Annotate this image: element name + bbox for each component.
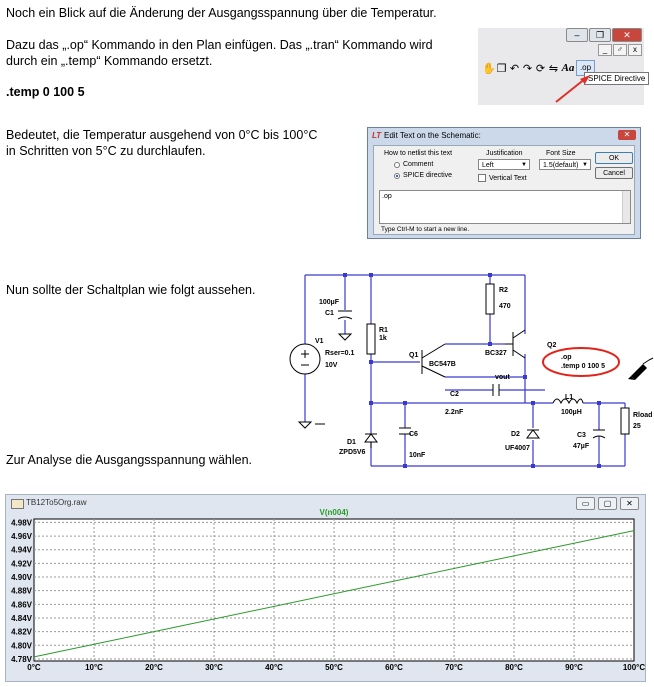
rotate-icon[interactable]: ⟳: [535, 62, 546, 75]
text-tool-icon[interactable]: Aa: [561, 62, 575, 74]
y-tick-label: 4.96V: [11, 532, 32, 542]
c6-name: C6: [409, 431, 418, 438]
justification-select[interactable]: Left ▼: [478, 159, 530, 170]
analysis-text: Zur Analyse die Ausgangsspannung wählen.: [6, 453, 253, 467]
minimize-icon[interactable]: –: [566, 28, 588, 42]
dialog-close-button[interactable]: ✕: [618, 130, 636, 140]
font-size-select[interactable]: 1.5(default) ▼: [539, 159, 591, 170]
rload-name: Rload: [633, 412, 653, 419]
probe-pen-icon: [628, 358, 653, 380]
l1-value: 100µH: [561, 409, 582, 416]
c3-value: 47µF: [573, 443, 590, 450]
textarea-scrollbar[interactable]: [622, 191, 630, 223]
x-tick-label: 30°C: [205, 663, 223, 672]
x-axis-ticks: [27, 663, 645, 672]
c2-name: C2: [450, 391, 459, 398]
q2-name: Q2: [547, 342, 557, 349]
v1-value: 10V: [325, 362, 338, 369]
x-tick-label: 70°C: [445, 663, 463, 672]
x-tick-label: 80°C: [505, 663, 523, 672]
dialog-title: Edit Text on the Schematic:: [384, 131, 481, 140]
dialog-client: [373, 145, 635, 235]
inner-minimize-icon[interactable]: _: [598, 44, 612, 56]
inner-close-icon[interactable]: x: [628, 44, 642, 56]
justification-label: Justification: [486, 150, 523, 157]
instruction-line-2: durch ein „.temp“ Kommando ersetzt.: [6, 54, 213, 68]
netlist-label: How to netlist this text: [384, 150, 453, 157]
d1-part: ZPD5V6: [339, 449, 366, 456]
v1-name: V1: [315, 338, 324, 345]
d1-name: D1: [347, 439, 356, 446]
directive-temp: .temp 0 100 5: [561, 363, 605, 370]
red-arrow: [548, 72, 598, 106]
v1-rser: Rser=0.1: [325, 350, 355, 357]
waveform-maximize-icon[interactable]: ▢: [598, 497, 617, 510]
redo-icon[interactable]: ↷: [522, 62, 533, 75]
vertical-text-checkbox[interactable]: Vertical Text: [478, 174, 527, 182]
explanation-line-2: in Schritten von 5°C zu durchlaufen.: [6, 144, 206, 158]
q2-part: BC327: [485, 350, 507, 357]
schematic-intro-text: Nun sollte der Schaltplan wie folgt aussehen.: [6, 283, 256, 297]
c6-value: 10nF: [409, 452, 426, 459]
r2-value: 470: [499, 303, 511, 310]
y-tick-label: 4.84V: [11, 613, 32, 623]
trace-name[interactable]: V(n004): [319, 508, 349, 517]
cancel-button[interactable]: Cancel: [595, 167, 633, 179]
c1-name: C1: [325, 310, 334, 317]
r1-value: 1k: [379, 335, 387, 342]
maximize-icon[interactable]: ❐: [589, 28, 611, 42]
ok-button[interactable]: OK: [595, 152, 633, 164]
font-size-label: Font Size: [546, 150, 576, 157]
y-tick-label: 4.86V: [11, 600, 32, 610]
explanation-line-1: Bedeutet, die Temperatur ausgehend von 0°C bis 100°C: [6, 128, 318, 142]
schematic-diagram: [285, 262, 654, 472]
ltspice-logo-icon: LT: [372, 131, 382, 140]
y-tick-label: 4.98V: [11, 518, 32, 528]
y-tick-label: 4.78V: [11, 654, 32, 664]
x-tick-label: 100°C: [622, 663, 646, 672]
toolbar-screenshot: [478, 28, 644, 105]
c3-name: C3: [577, 432, 586, 439]
directive-textarea[interactable]: .op: [379, 190, 631, 224]
pan-hand-icon[interactable]: ✋: [482, 62, 496, 75]
y-tick-label: 4.88V: [11, 586, 32, 596]
x-tick-label: 50°C: [325, 663, 343, 672]
spice-directive-tooltip: SPICE Directive: [584, 72, 649, 85]
d2-part: UF4007: [505, 445, 530, 452]
waveform-close-icon[interactable]: ✕: [620, 497, 639, 510]
temperature-plot: [6, 495, 647, 683]
x-tick-label: 90°C: [565, 663, 583, 672]
r2-name: R2: [499, 287, 508, 294]
mirror-icon[interactable]: ⇋: [548, 62, 559, 75]
y-tick-label: 4.82V: [11, 627, 32, 637]
y-tick-label: 4.92V: [11, 559, 32, 569]
close-icon[interactable]: ✕: [612, 28, 642, 42]
window-buttons: [565, 28, 642, 42]
edit-text-dialog: [367, 127, 641, 239]
x-tick-label: 40°C: [265, 663, 283, 672]
spice-directive-button[interactable]: .op: [576, 60, 595, 76]
r1-name: R1: [379, 327, 388, 334]
q1-name: Q1: [409, 352, 419, 359]
y-axis-ticks: [11, 518, 33, 664]
vout-label: vout: [495, 374, 510, 381]
x-tick-label: 20°C: [145, 663, 163, 672]
d2-name: D2: [511, 431, 520, 438]
waveform-title: TB12To5Org.raw: [26, 498, 87, 507]
waveform-minimize-icon[interactable]: ▭: [576, 497, 595, 510]
rload-value: 25: [633, 423, 641, 430]
intro-text: Noch ein Blick auf die Änderung der Ausgangsspannung über die Temperatur.: [6, 6, 437, 20]
q1-part: BC547B: [429, 361, 456, 368]
directive-op: .op: [561, 354, 572, 361]
temp-command: .temp 0 100 5: [6, 85, 85, 99]
c2-value: 2.2nF: [445, 409, 464, 416]
radio-spice-directive[interactable]: SPICE directive: [394, 172, 452, 179]
l1-name: L1: [565, 394, 574, 401]
x-tick-label: 10°C: [85, 663, 103, 672]
junctions: [343, 273, 601, 468]
inner-window-buttons: [597, 44, 642, 56]
radio-comment[interactable]: Comment: [394, 161, 433, 168]
y-tick-label: 4.94V: [11, 545, 32, 555]
newline-hint: Type Ctrl-M to start a new line.: [381, 226, 470, 233]
waveform-window: [5, 494, 646, 682]
x-tick-label: 0°C: [27, 663, 41, 672]
instruction-line-1: Dazu das „.op“ Kommando in den Plan einfügen. Das „.tran“ Kommando wird: [6, 38, 433, 52]
y-tick-label: 4.80V: [11, 641, 32, 651]
copy-icon[interactable]: ❐: [496, 62, 507, 75]
c1-value: 100µF: [319, 299, 339, 306]
x-tick-label: 60°C: [385, 663, 403, 672]
highlight-ellipse: [543, 348, 619, 376]
undo-icon[interactable]: ↶: [509, 62, 520, 75]
y-tick-label: 4.90V: [11, 573, 32, 583]
inner-restore-icon[interactable]: ♂: [613, 44, 627, 56]
